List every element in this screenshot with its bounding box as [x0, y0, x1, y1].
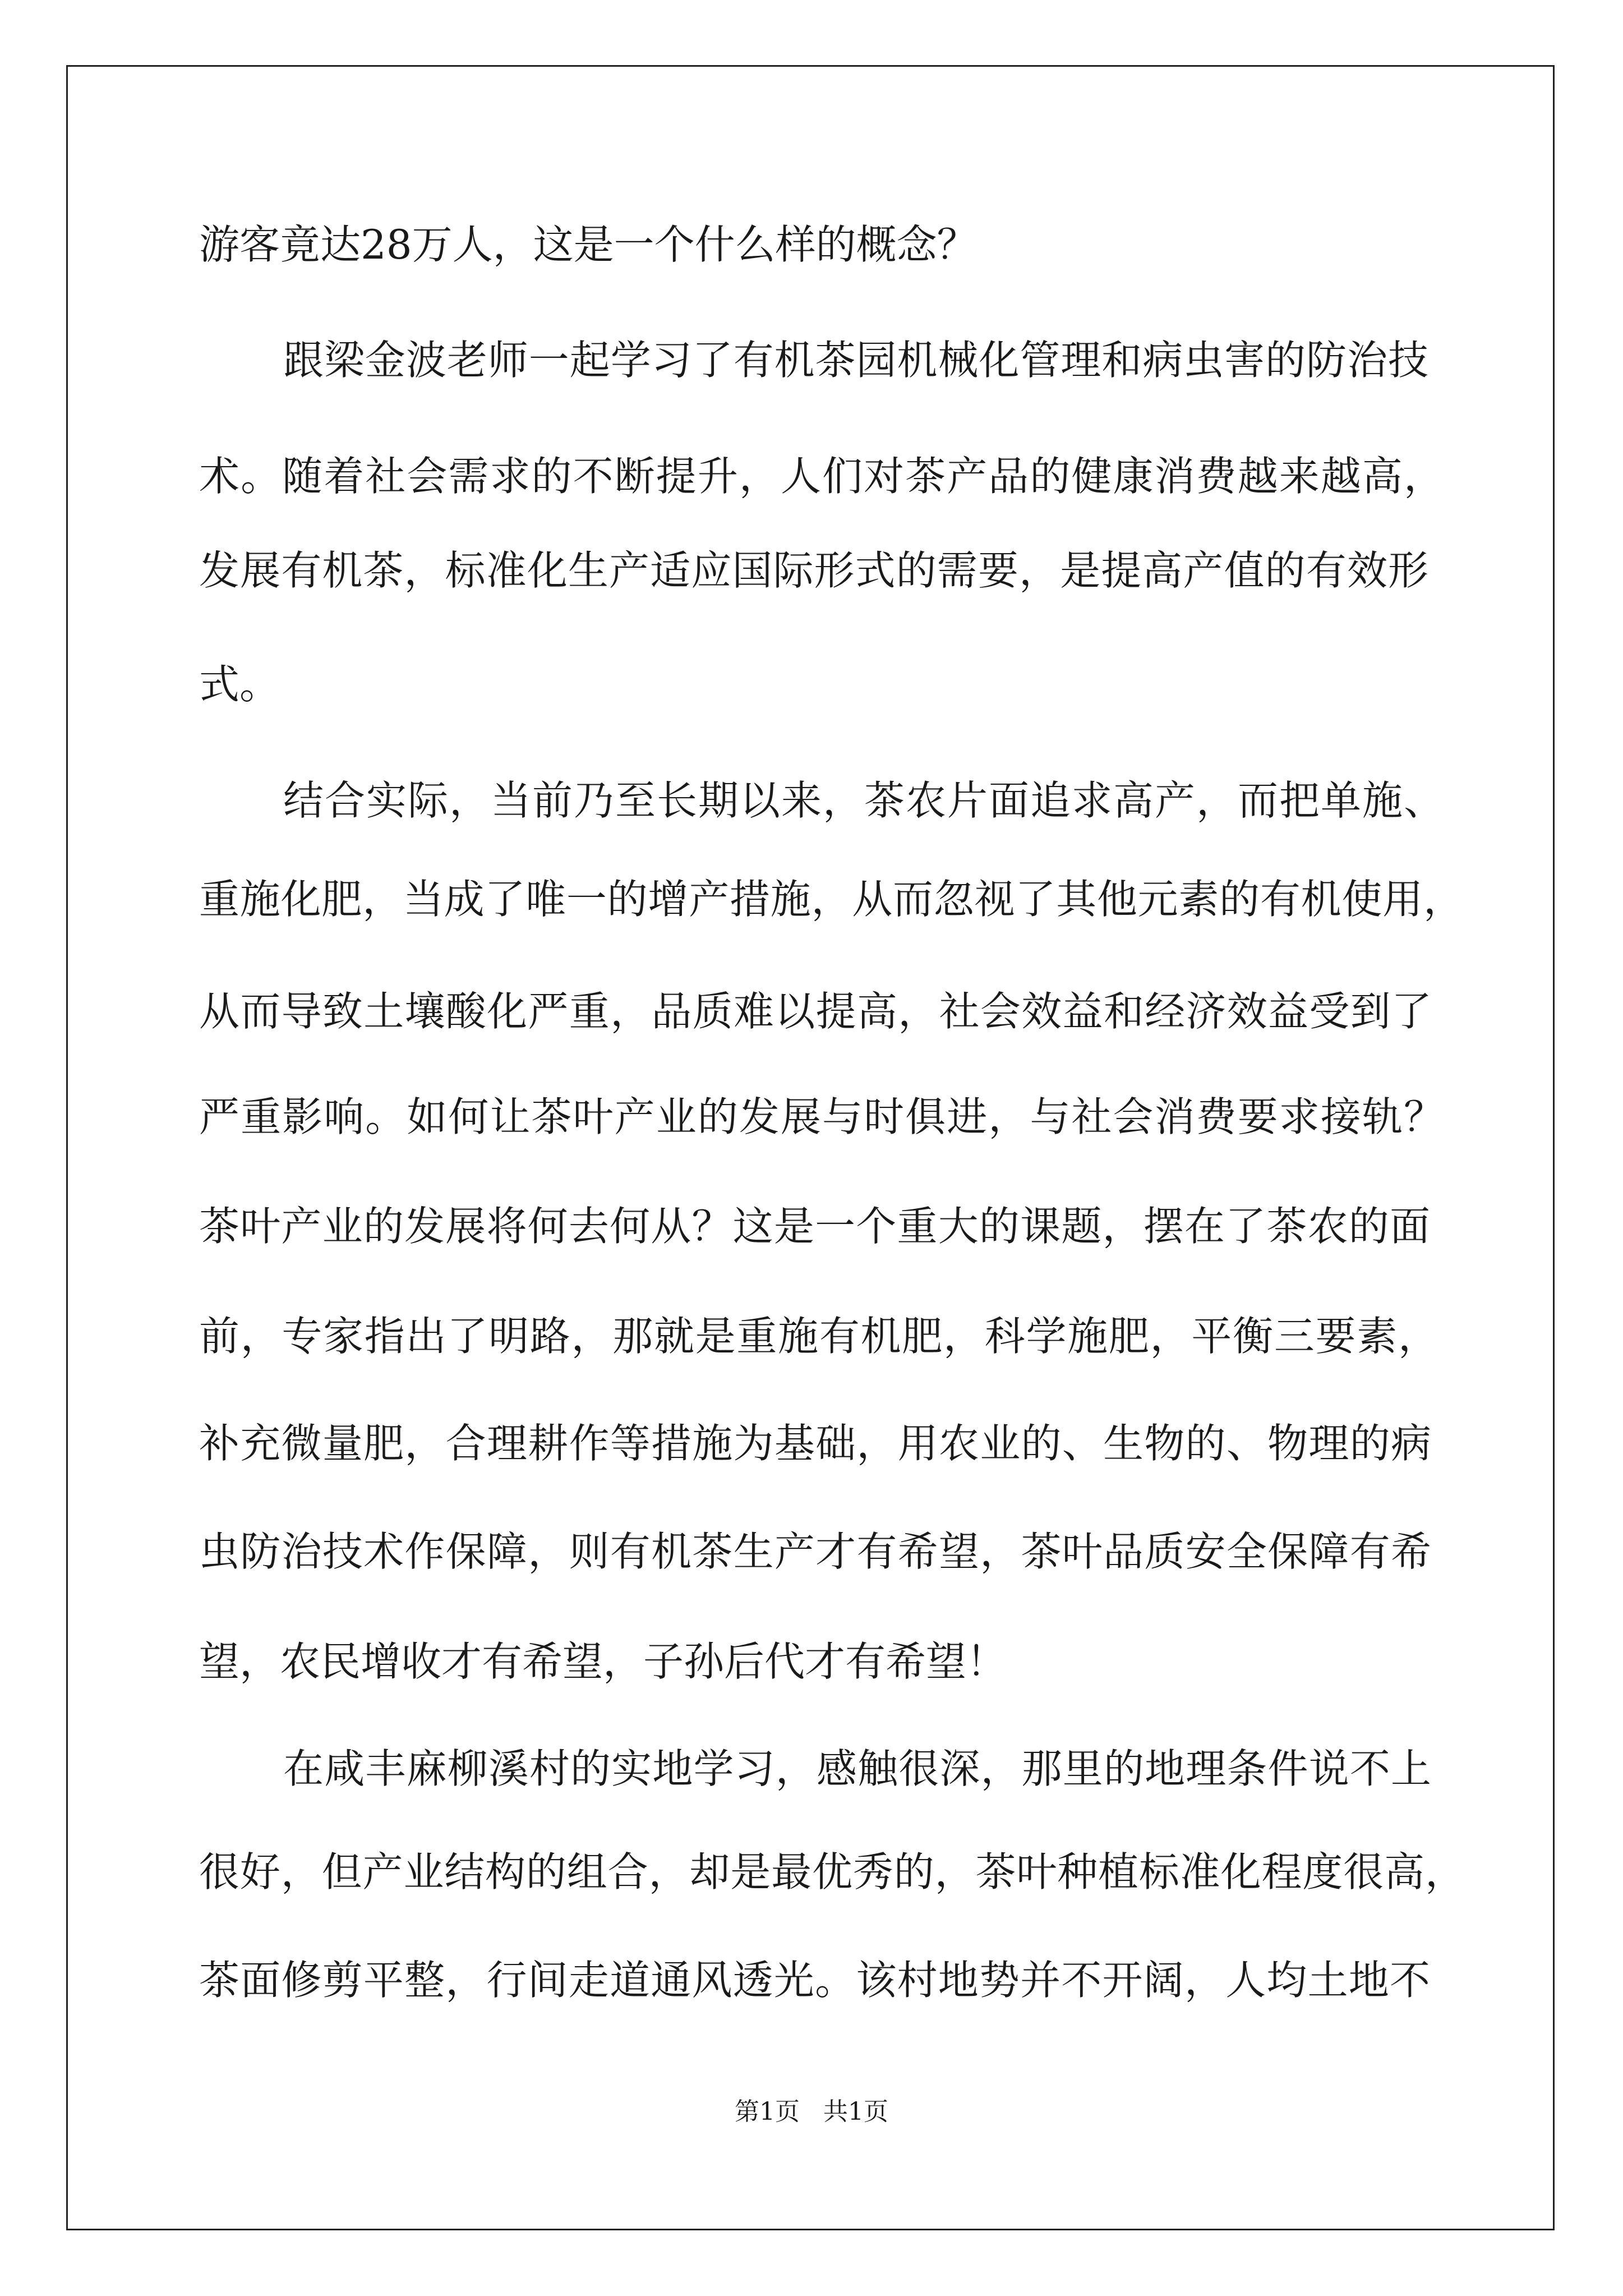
text-line-1: 游客竟达28万人，这是一个什么样的概念？	[199, 221, 978, 268]
text-line-2: 跟梁金波老师一起学习了有机茶园机械化管理和病虫害的防治技	[283, 337, 1428, 384]
text-line-7: 重施化肥，当成了唯一的增产措施，从而忽视了其他元素的有机使用，	[199, 876, 1464, 923]
page-border	[66, 65, 1555, 2230]
text-line-6: 结合实际，当前乃至长期以来，茶农片面追求高产，而把单施、	[283, 777, 1444, 824]
text-line-4: 发展有机茶，标准化生产适应国际形式的需要，是提高产值的有效形	[199, 547, 1428, 594]
text-line-10: 茶叶产业的发展将何去何从？这是一个重大的课题，摆在了茶农的面	[199, 1203, 1430, 1250]
text-line-13: 虫防治技术作保障，则有机茶生产才有希望，茶叶品质安全保障有希	[199, 1528, 1431, 1575]
text-line-17: 茶面修剪平整，行间走道通风透光。该村地势并不开阔，人均土地不	[199, 1957, 1430, 2004]
text-line-5: 式。	[199, 661, 280, 708]
text-line-11: 前，专家指出了明路，那就是重施有机肥，科学施肥，平衡三要素，	[199, 1313, 1438, 1360]
text-line-12: 补充微量肥，合理耕作等措施为基础，用农业的、生物的、物理的病	[199, 1420, 1431, 1467]
page-footer: 第1页 共1页	[735, 2097, 888, 2126]
text-line-14: 望，农民增收才有希望，子孙后代才有希望！	[199, 1638, 1007, 1685]
text-line-3: 术。随着社会需求的不断提升，人们对茶产品的健康消费越来越高，	[199, 453, 1444, 500]
text-line-16: 很好，但产业结构的组合，却是最优秀的，茶叶种植标准化程度很高，	[199, 1848, 1465, 1895]
text-line-9: 严重影响。如何让茶叶产业的发展与时俱进，与社会消费要求接轨？	[199, 1093, 1444, 1140]
text-line-15: 在咸丰麻柳溪村的实地学习，感触很深，那里的地理条件说不上	[283, 1745, 1431, 1792]
text-line-8: 从而导致土壤酸化严重，品质难以提高，社会效益和经济效益受到了	[199, 988, 1432, 1035]
